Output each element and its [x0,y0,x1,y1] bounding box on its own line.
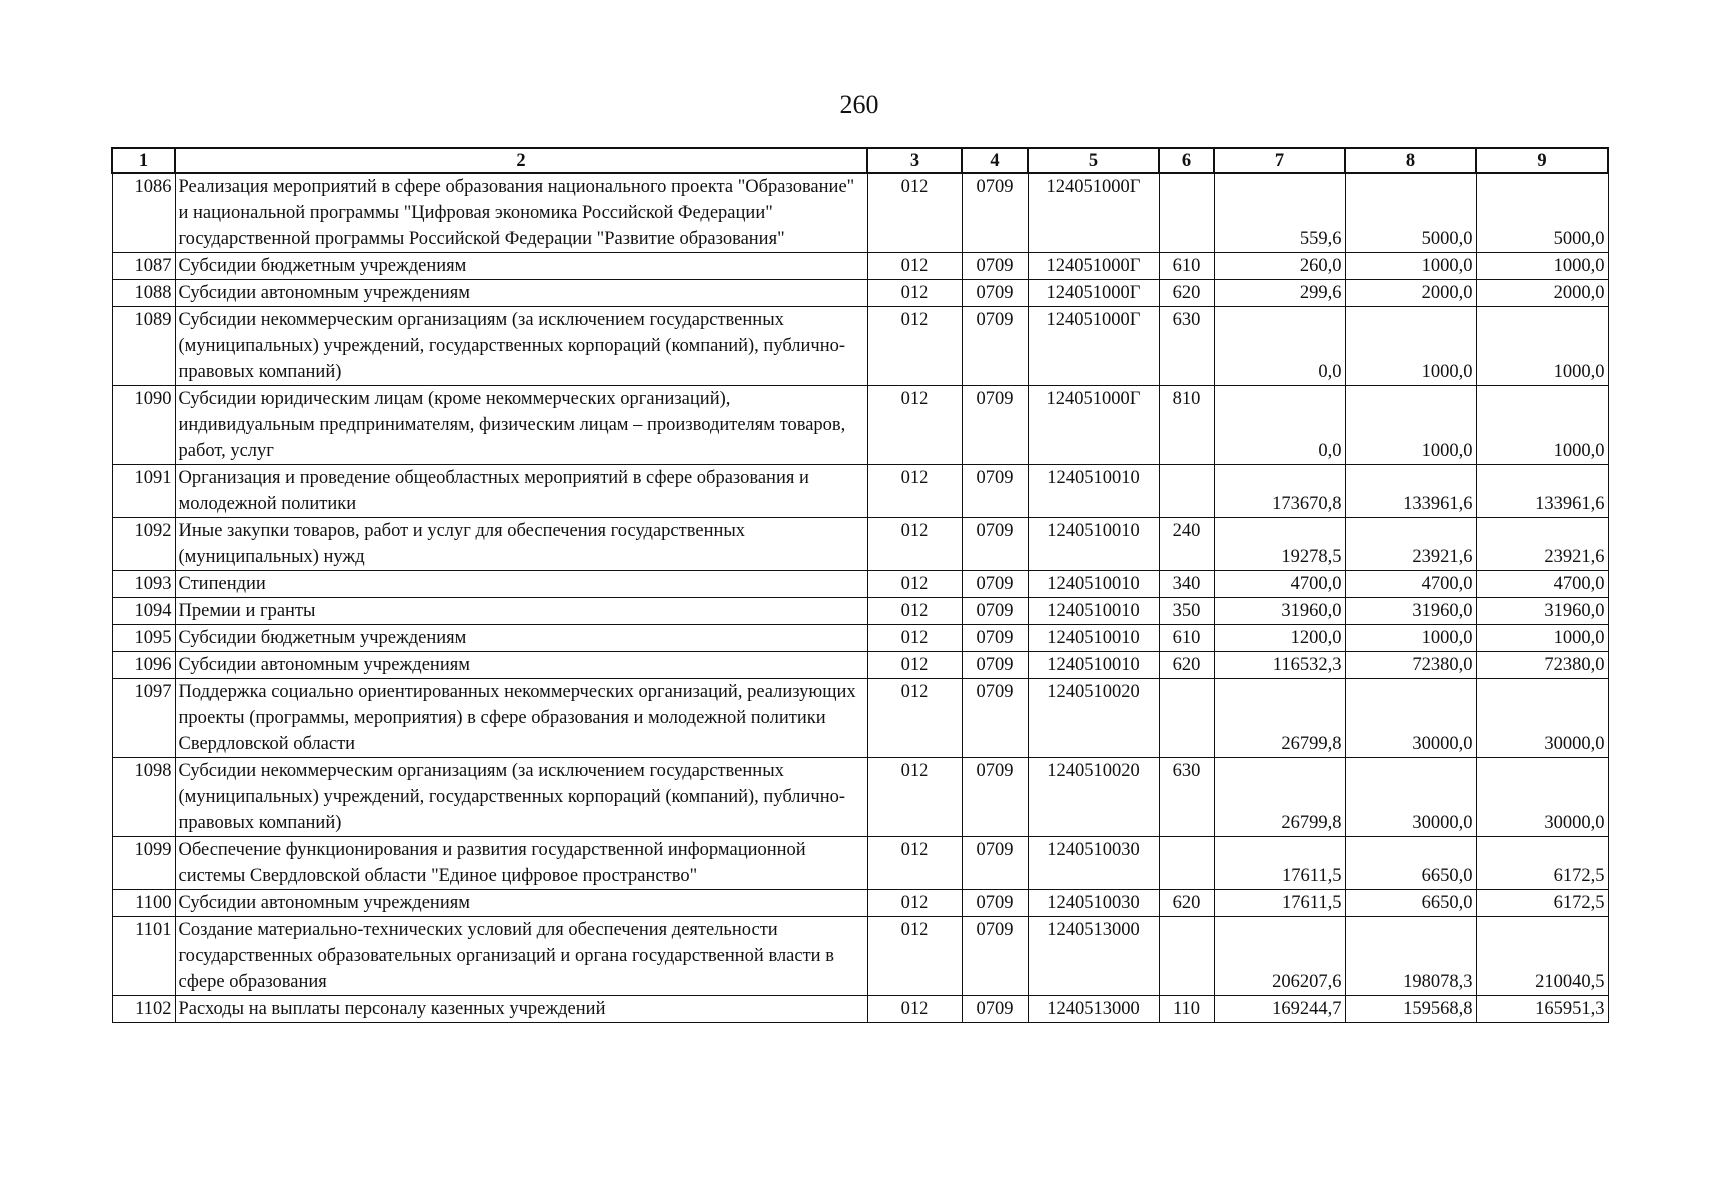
ministry-code: 012 [867,307,962,386]
target-article-code: 1240510030 [1028,837,1159,890]
column-header-2: 2 [175,148,867,173]
header-row [112,148,1608,173]
row-number: 1101 [112,917,175,996]
expense-name: Создание материально-технических условий для обеспечения деятельности государственных образовательных организаций и органа государственной власти в сфере образования [175,917,867,996]
table-row [112,652,1608,679]
column-header-5: 5 [1028,148,1159,173]
table-row [112,625,1608,652]
expense-type-code: 630 [1159,758,1214,837]
row-number: 1090 [112,386,175,465]
column-header-4: 4 [962,148,1028,173]
amount-col-7: 31960,0 [1214,598,1345,625]
expense-name: Субсидии бюджетным учреждениям [175,625,867,652]
expense-name: Субсидии автономным учреждениям [175,890,867,917]
expense-type-code [1159,173,1214,253]
row-number: 1095 [112,625,175,652]
section-code: 0709 [962,518,1028,571]
target-article-code: 124051000Г [1028,173,1159,253]
amount-col-7: 299,6 [1214,280,1345,307]
ministry-code: 012 [867,837,962,890]
amount-col-9: 5000,0 [1476,173,1608,253]
table-header [112,148,1608,173]
amount-col-7: 26799,8 [1214,679,1345,758]
amount-col-7: 17611,5 [1214,890,1345,917]
target-article-code: 1240513000 [1028,917,1159,996]
expense-type-code [1159,837,1214,890]
target-article-code: 1240510020 [1028,679,1159,758]
target-article-code: 124051000Г [1028,280,1159,307]
section-code: 0709 [962,253,1028,280]
amount-col-7: 17611,5 [1214,837,1345,890]
expense-name: Стипендии [175,571,867,598]
section-code: 0709 [962,173,1028,253]
expense-name: Поддержка социально ориентированных некоммерческих организаций, реализующих проекты (программы, мероприятия) в сфере образования и молодежной политики Свердловской области [175,679,867,758]
amount-col-7: 19278,5 [1214,518,1345,571]
amount-col-8: 30000,0 [1345,679,1476,758]
amount-col-8: 2000,0 [1345,280,1476,307]
amount-col-9: 165951,3 [1476,996,1608,1023]
expense-type-code: 630 [1159,307,1214,386]
amount-col-9: 210040,5 [1476,917,1608,996]
amount-col-9: 4700,0 [1476,571,1608,598]
row-number: 1094 [112,598,175,625]
ministry-code: 012 [867,253,962,280]
expense-type-code: 350 [1159,598,1214,625]
column-header-1: 1 [112,148,175,173]
table-row [112,890,1608,917]
ministry-code: 012 [867,386,962,465]
amount-col-7: 260,0 [1214,253,1345,280]
amount-col-7: 116532,3 [1214,652,1345,679]
target-article-code: 1240510010 [1028,652,1159,679]
section-code: 0709 [962,679,1028,758]
expense-type-code: 240 [1159,518,1214,571]
amount-col-8: 6650,0 [1345,890,1476,917]
expense-name: Обеспечение функционирования и развития государственной информационной системы Свердловской области "Единое цифровое пространство" [175,837,867,890]
expense-name: Субсидии автономным учреждениям [175,280,867,307]
target-article-code: 1240510010 [1028,625,1159,652]
target-article-code: 124051000Г [1028,386,1159,465]
target-article-code: 124051000Г [1028,253,1159,280]
section-code: 0709 [962,625,1028,652]
expense-name: Иные закупки товаров, работ и услуг для обеспечения государственных (муниципальных) нужд [175,518,867,571]
expense-type-code: 620 [1159,652,1214,679]
ministry-code: 012 [867,758,962,837]
ministry-code: 012 [867,679,962,758]
section-code: 0709 [962,996,1028,1023]
amount-col-9: 30000,0 [1476,758,1608,837]
budget-table [111,147,1609,1023]
ministry-code: 012 [867,625,962,652]
target-article-code: 1240510020 [1028,758,1159,837]
row-number: 1092 [112,518,175,571]
table-row [112,598,1608,625]
ministry-code: 012 [867,571,962,598]
section-code: 0709 [962,465,1028,518]
amount-col-7: 26799,8 [1214,758,1345,837]
amount-col-8: 30000,0 [1345,758,1476,837]
row-number: 1087 [112,253,175,280]
amount-col-8: 4700,0 [1345,571,1476,598]
section-code: 0709 [962,652,1028,679]
amount-col-9: 23921,6 [1476,518,1608,571]
amount-col-8: 5000,0 [1345,173,1476,253]
column-header-9: 9 [1476,148,1608,173]
amount-col-7: 0,0 [1214,386,1345,465]
amount-col-9: 6172,5 [1476,837,1608,890]
target-article-code: 1240510010 [1028,598,1159,625]
amount-col-8: 1000,0 [1345,625,1476,652]
amount-col-8: 31960,0 [1345,598,1476,625]
amount-col-9: 31960,0 [1476,598,1608,625]
table-row [112,307,1608,386]
table-row [112,253,1608,280]
amount-col-9: 133961,6 [1476,465,1608,518]
expense-type-code: 110 [1159,996,1214,1023]
amount-col-9: 72380,0 [1476,652,1608,679]
expense-name: Субсидии автономным учреждениям [175,652,867,679]
amount-col-7: 559,6 [1214,173,1345,253]
section-code: 0709 [962,571,1028,598]
expense-name: Субсидии бюджетным учреждениям [175,253,867,280]
expense-type-code: 610 [1159,253,1214,280]
amount-col-8: 6650,0 [1345,837,1476,890]
table-row [112,518,1608,571]
ministry-code: 012 [867,652,962,679]
section-code: 0709 [962,598,1028,625]
target-article-code: 1240513000 [1028,996,1159,1023]
column-header-7: 7 [1214,148,1345,173]
expense-type-code [1159,917,1214,996]
amount-col-8: 159568,8 [1345,996,1476,1023]
ministry-code: 012 [867,173,962,253]
amount-col-9: 1000,0 [1476,253,1608,280]
row-number: 1102 [112,996,175,1023]
amount-col-9: 1000,0 [1476,625,1608,652]
target-article-code: 1240510010 [1028,571,1159,598]
expense-name: Реализация мероприятий в сфере образования национального проекта "Образование" и национальной программы "Цифровая экономика Российской Федерации" государственной программы Российской Федерации "Развитие образования" [175,173,867,253]
expense-name: Субсидии некоммерческим организациям (за исключением государственных (муниципальных) учреждений, государственных корпораций (компаний), публично-правовых компаний) [175,307,867,386]
ministry-code: 012 [867,598,962,625]
row-number: 1086 [112,173,175,253]
table-row [112,837,1608,890]
amount-col-9: 2000,0 [1476,280,1608,307]
table-row [112,679,1608,758]
ministry-code: 012 [867,996,962,1023]
expense-name: Премии и гранты [175,598,867,625]
expense-type-code [1159,465,1214,518]
amount-col-9: 1000,0 [1476,386,1608,465]
ministry-code: 012 [867,280,962,307]
target-article-code: 1240510030 [1028,890,1159,917]
expense-name: Субсидии некоммерческим организациям (за исключением государственных (муниципальных) учреждений, государственных корпораций (компаний), публично-правовых компаний) [175,758,867,837]
column-header-6: 6 [1159,148,1214,173]
amount-col-7: 173670,8 [1214,465,1345,518]
table-row [112,917,1608,996]
amount-col-7: 0,0 [1214,307,1345,386]
expense-type-code: 620 [1159,890,1214,917]
amount-col-8: 198078,3 [1345,917,1476,996]
amount-col-8: 1000,0 [1345,307,1476,386]
amount-col-9: 6172,5 [1476,890,1608,917]
column-header-8: 8 [1345,148,1476,173]
section-code: 0709 [962,917,1028,996]
target-article-code: 124051000Г [1028,307,1159,386]
expense-name: Субсидии юридическим лицам (кроме некоммерческих организаций), индивидуальным предпринимателям, физическим лицам – производителям товаров, работ, услуг [175,386,867,465]
table-row [112,758,1608,837]
row-number: 1097 [112,679,175,758]
amount-col-9: 30000,0 [1476,679,1608,758]
expense-name: Расходы на выплаты персоналу казенных учреждений [175,996,867,1023]
page-number: 260 [839,90,879,119]
ministry-code: 012 [867,518,962,571]
section-code: 0709 [962,837,1028,890]
amount-col-9: 1000,0 [1476,307,1608,386]
expense-type-code [1159,679,1214,758]
amount-col-7: 1200,0 [1214,625,1345,652]
amount-col-8: 23921,6 [1345,518,1476,571]
expense-type-code: 810 [1159,386,1214,465]
amount-col-7: 169244,7 [1214,996,1345,1023]
amount-col-8: 1000,0 [1345,386,1476,465]
column-header-3: 3 [867,148,962,173]
section-code: 0709 [962,890,1028,917]
expense-type-code: 610 [1159,625,1214,652]
row-number: 1093 [112,571,175,598]
section-code: 0709 [962,280,1028,307]
amount-col-7: 206207,6 [1214,917,1345,996]
section-code: 0709 [962,307,1028,386]
table-row [112,996,1608,1023]
amount-col-7: 4700,0 [1214,571,1345,598]
ministry-code: 012 [867,465,962,518]
row-number: 1088 [112,280,175,307]
table-row [112,386,1608,465]
section-code: 0709 [962,386,1028,465]
table-row [112,173,1608,253]
amount-col-8: 1000,0 [1345,253,1476,280]
target-article-code: 1240510010 [1028,518,1159,571]
section-code: 0709 [962,758,1028,837]
row-number: 1098 [112,758,175,837]
row-number: 1099 [112,837,175,890]
expense-type-code: 620 [1159,280,1214,307]
row-number: 1089 [112,307,175,386]
ministry-code: 012 [867,917,962,996]
expense-type-code: 340 [1159,571,1214,598]
table-row [112,571,1608,598]
amount-col-8: 133961,6 [1345,465,1476,518]
table-body [112,173,1608,1023]
table-row [112,465,1608,518]
target-article-code: 1240510010 [1028,465,1159,518]
row-number: 1096 [112,652,175,679]
row-number: 1100 [112,890,175,917]
ministry-code: 012 [867,890,962,917]
table-row [112,280,1608,307]
row-number: 1091 [112,465,175,518]
amount-col-8: 72380,0 [1345,652,1476,679]
expense-name: Организация и проведение общеобластных мероприятий в сфере образования и молодежной политики [175,465,867,518]
